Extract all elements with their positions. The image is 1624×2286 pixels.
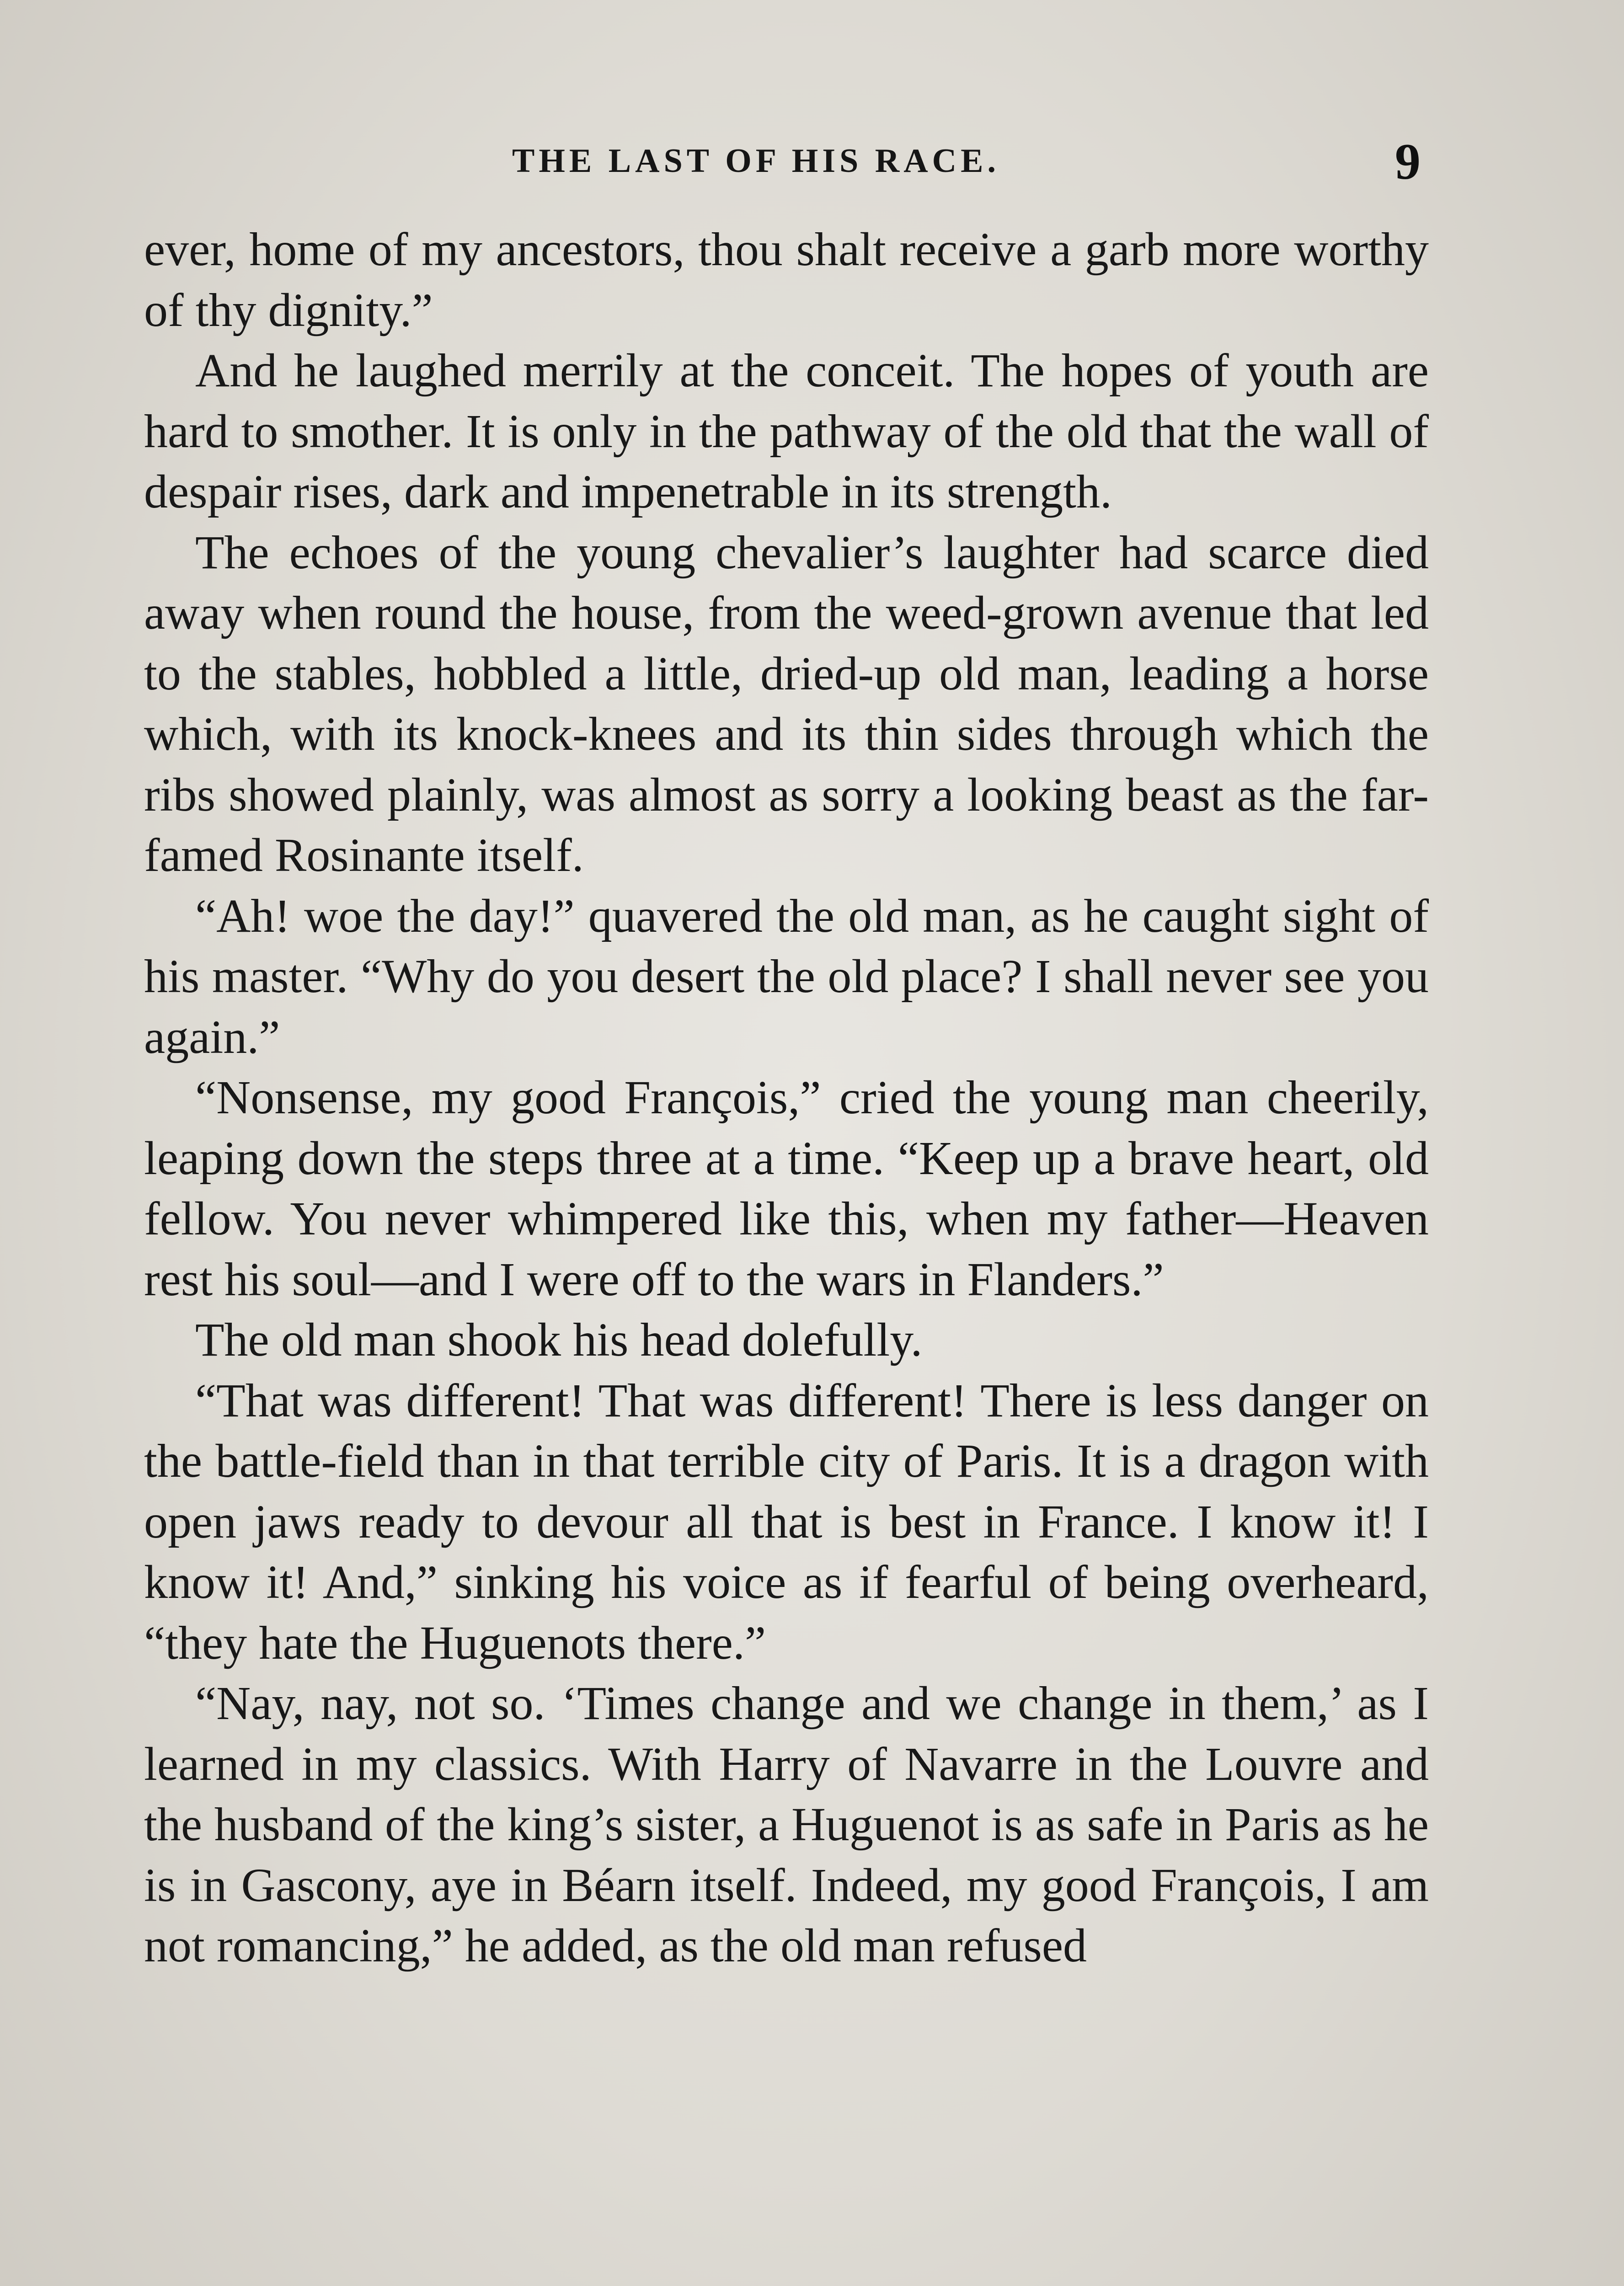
paragraph-1: ever, home of my ancestors, thou shalt receive a garb more worthy of thy dignity.” xyxy=(144,223,1429,336)
paragraph-4: “Ah! woe the day!” quavered the old man, as he caught sight of his master. “Why do you desert the old place? I shall never see you again.” xyxy=(144,889,1429,1063)
paragraph-7: “That was different! That was different! There is less danger on the battle-field than in that terrible city of Paris. It is a dragon with open jaws ready to devour all that is best in France. I know it! I know it! And,” sinking his voice as if fearful of being overheard, “they hate the Huguenots there.” xyxy=(144,1374,1429,1669)
body-text xyxy=(144,219,1429,1976)
paragraph-2: And he laughed merrily at the conceit. The hopes of youth are hard to smother. It is only in the pathway of the old that the wall of despair rises, dark and impenetrable in its strength. xyxy=(144,344,1429,518)
paragraph-8: “Nay, nay, not so. ‘Times change and we change in them,’ as I learned in my classics. With Harry of Navarre in the Louvre and the husband of the king’s sister, a Huguenot is as safe in Paris as he is in Gascony, aye in Béarn itself. Indeed, my good François, I am not romancing,” he added, as the old man refused xyxy=(144,1677,1429,1972)
page-number: 9 xyxy=(1395,134,1421,190)
paragraph-6: The old man shook his head dolefully. xyxy=(195,1314,923,1366)
paragraph-3: The echoes of the young chevalier’s laughter had scarce died away when round the house, from the weed-grown avenue that led to the stables, hobbled a little, dried-up old man, leading a horse which, with its knock-knees and its thin sides through which the ribs showed plainly, was almost as sorry a looking beast as the far-famed Rosinante itself. xyxy=(144,526,1429,881)
page-header xyxy=(0,133,1624,192)
paragraph-5: “Nonsense, my good François,” cried the young man cheerily, leaping down the steps three at a time. “Keep up a brave heart, old fellow. You never whimpered like this, when my father—Heaven rest his soul—and I were off to the wars in Flanders.” xyxy=(144,1071,1429,1306)
running-title: THE LAST OF HIS RACE. xyxy=(512,142,1000,180)
